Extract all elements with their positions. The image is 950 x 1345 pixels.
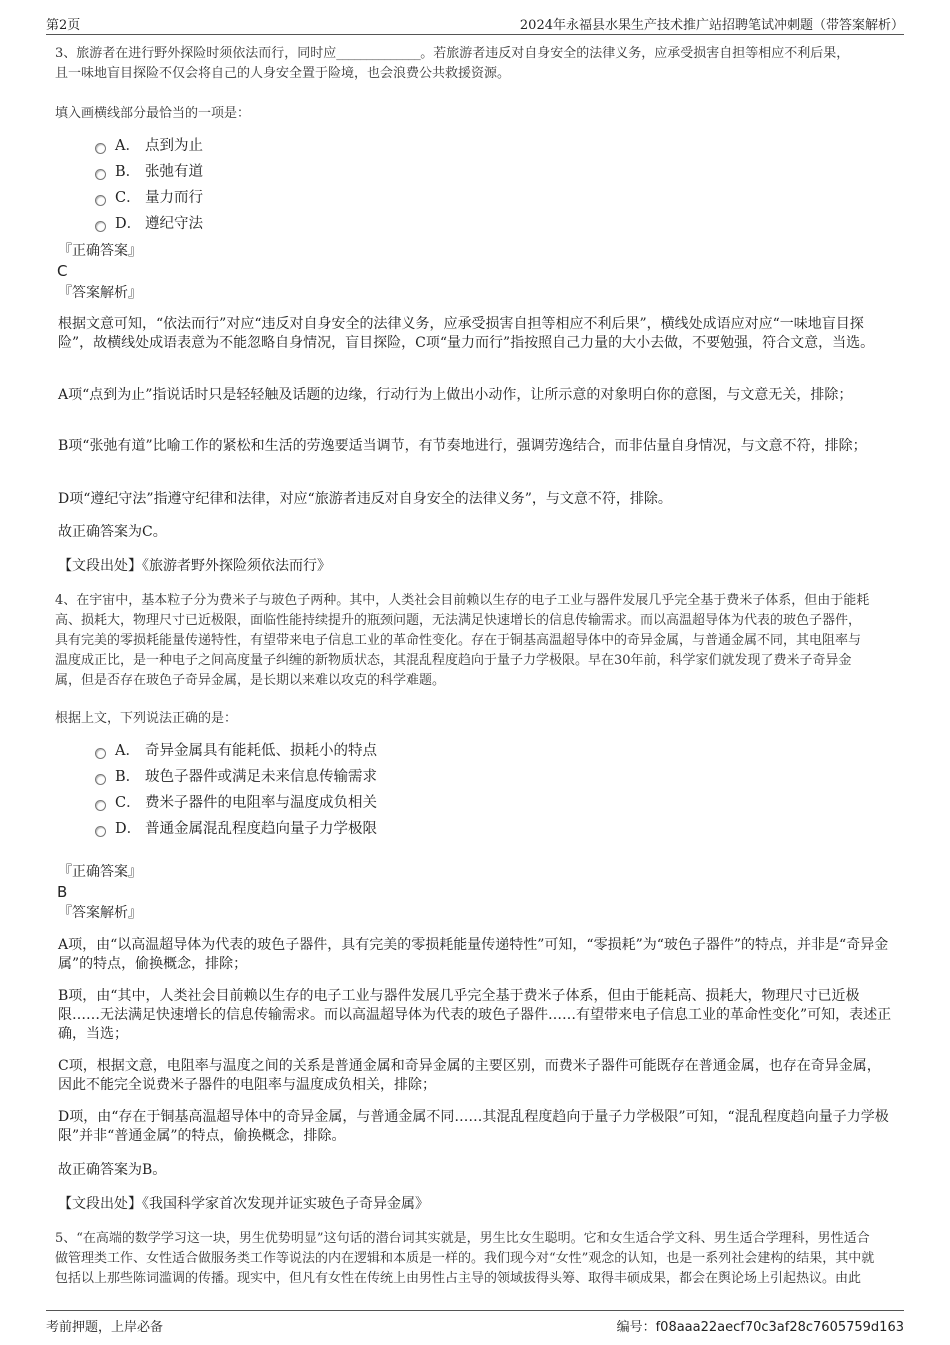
q5-stem-line: 5、“在高端的数学学习这一块，男生优势明显”这句话的潜台词其实就是，男生比女生聪明。它和女生适合学文科、男生适合学理科，男性适合 <box>55 1231 870 1246</box>
q3-analysis-p1: 根据文意可知，“依法而行”对应“违反对自身安全的法律义务，应承受损害自担等相应不利后果”，横线处成语应对应“一味地盲目探险”，故横线处成语表意为不能忽略自身情况，盲目探险，C项“量力而行”指按照自己力量的大小去做，不要勉强，符合文意，当选。 <box>58 316 875 351</box>
radio-icon[interactable] <box>95 221 106 232</box>
footer-slogan: 考前押题，上岸必备 <box>46 1320 164 1335</box>
q3-analysis-p5: 故正确答案为C。 <box>58 524 167 540</box>
option-letter: B． <box>115 164 141 180</box>
option-letter: B． <box>115 769 141 785</box>
option-letter: D． <box>115 821 142 837</box>
q3-source: 【文段出处】《旅游者野外探险须依法而行》 <box>58 558 331 574</box>
radio-icon[interactable] <box>95 748 106 759</box>
q4-stem-line: 具有完美的零损耗能量传递特性，有望带来电子信息工业的革命性变化。存在于铜基高温超导体中的奇异金属，与普通金属不同，其电阻率与 <box>55 633 862 648</box>
q4-stem <box>55 591 895 691</box>
q3-analysis-label: 『答案解析』 <box>58 285 142 301</box>
q4-option-b[interactable] <box>95 764 377 790</box>
page-header <box>46 10 904 35</box>
q4-source: 【文段出处】《我国科学家首次发现并证实玻色子奇异金属》 <box>58 1196 429 1212</box>
option-text: 奇异金属具有能耗低、损耗小的特点 <box>145 743 377 759</box>
page-footer <box>46 1310 904 1335</box>
q4-analysis-label: 『答案解析』 <box>58 905 142 921</box>
option-text: 普通金属混乱程度趋向量子力学极限 <box>145 821 377 837</box>
q4-answer: B <box>57 883 68 901</box>
radio-icon[interactable] <box>95 800 106 811</box>
q3-option-c[interactable] <box>95 185 203 211</box>
q4-option-c[interactable] <box>95 790 377 816</box>
q3-stem-line2: 且一味地盲目探险不仅会将自己的人身安全置于险境，也会浪费公共救援资源。 <box>55 66 511 81</box>
q3-analysis-p4: D项“遵纪守法”指遵守纪律和法律，对应“旅游者违反对自身安全的法律义务”，与文意不符，排除。 <box>58 491 672 507</box>
option-letter: A． <box>115 743 140 759</box>
option-text: 遵纪守法 <box>145 216 203 232</box>
q3-analysis-p2: A项“点到为止”指说话时只是轻轻触及话题的边缘，行动行为上做出小动作，让所示意的对象明白你的意图，与文意无关，排除； <box>58 387 853 403</box>
option-text: 量力而行 <box>145 190 203 206</box>
q3-prompt: 填入画横线部分最恰当的一项是： <box>55 106 251 121</box>
option-letter: D． <box>115 216 142 232</box>
q3-answer: C <box>57 262 68 280</box>
document-title: 2024年永福县水果生产技术推广站招聘笔试冲刺题（带答案解析） <box>519 18 904 33</box>
q4-answer-label: 『正确答案』 <box>58 864 142 880</box>
q4-prompt: 根据上文，下列说法正确的是： <box>55 711 238 726</box>
q3-stem-part1: 3、旅游者在进行野外探险时须依法而行，同时应 <box>55 46 337 61</box>
q5-stem <box>55 1229 895 1289</box>
option-letter: C． <box>115 190 141 206</box>
q4-stem-line: 属，但是否存在玻色子奇异金属，是长期以来难以攻克的科学难题。 <box>55 673 446 688</box>
q3-option-b[interactable] <box>95 159 203 185</box>
radio-icon[interactable] <box>95 195 106 206</box>
q4-analysis-p5: 故正确答案为B。 <box>58 1162 167 1178</box>
radio-icon[interactable] <box>95 774 106 785</box>
option-letter: C． <box>115 795 141 811</box>
q3-option-d[interactable] <box>95 211 203 237</box>
radio-icon[interactable] <box>95 143 106 154</box>
radio-icon[interactable] <box>95 169 106 180</box>
q4-stem-line: 4、在宇宙中，基本粒子分为费米子与玻色子两种。其中，人类社会目前赖以生存的电子工业与器件发展几乎完全基于费米子体系，但由于能耗 <box>55 593 870 608</box>
q4-option-a[interactable] <box>95 738 377 764</box>
option-text: 费米子器件的电阻率与温度成负相关 <box>145 795 377 811</box>
option-text: 张弛有道 <box>145 164 203 180</box>
q3-analysis-p3: B项“张弛有道”比喻工作的紧松和生活的劳逸要适当调节，有节奏地进行，强调劳逸结合，而非估量自身情况，与文意不符，排除； <box>58 438 867 454</box>
option-letter: A． <box>115 138 140 154</box>
option-text: 玻色子器件或满足未来信息传输需求 <box>145 769 377 785</box>
q5-stem-line: 包括以上那些陈词滥调的传播。现实中，但凡有女性在传统上由男性占主导的领域拔得头筹、取得丰硕成果，都会在舆论场上引起热议。由此 <box>55 1271 862 1286</box>
q3-option-a[interactable] <box>95 133 203 159</box>
document-id: 编号：f08aaa22aecf70c3af28c7605759d163 <box>616 1320 904 1335</box>
q4-analysis-p2: B项，由“其中，人类社会目前赖以生存的电子工业与器件发展几乎完全基于费米子体系，但由于能耗高、损耗大，物理尺寸已近极限……无法满足快速增长的信息传输需求。而以高温超导体为代表的玻色子器件……有望带来电子信息工业的革命性变化”可知，表述正确，当选； <box>58 988 892 1042</box>
q4-options <box>95 738 377 842</box>
q3-blank: ______________ <box>336 46 421 61</box>
q4-option-d[interactable] <box>95 816 377 842</box>
q3-options <box>95 133 203 237</box>
page-number: 第2页 <box>46 18 81 33</box>
q3-answer-label: 『正确答案』 <box>58 243 142 259</box>
radio-icon[interactable] <box>95 826 106 837</box>
q4-stem-line: 温度成正比，是一种电子之间高度量子纠缠的新物质状态，其混乱程度趋向于量子力学极限。早在30年前，科学家们就发现了费米子奇异金 <box>55 653 852 668</box>
q4-analysis-p1: A项，由“以高温超导体为代表的玻色子器件，具有完美的零损耗能量传递特性”可知，“零损耗”为“玻色子器件”的特点，并非是“奇异金属”的特点，偷换概念，排除； <box>58 937 889 972</box>
q5-stem-line: 做管理类工作、女性适合做服务类工作等说法的内在逻辑和本质是一样的。我们现今对“女性”观念的认知，也是一系列社会建构的结果，其中就 <box>55 1251 875 1266</box>
option-text: 点到为止 <box>145 138 203 154</box>
q3-stem-part2: 。若旅游者违反对自身安全的法律义务，应承受损害自担等相应不利后果， <box>420 46 850 61</box>
q4-stem-line: 高、损耗大，物理尺寸已近极限，面临性能持续提升的瓶颈问题，无法满足快速增长的信息传输需求。而以高温超导体为代表的玻色子器件， <box>55 613 862 628</box>
q4-analysis-p3: C项，根据文意，电阻率与温度之间的关系是普通金属和奇异金属的主要区别，而费米子器件可能既存在普通金属，也存在奇异金属，因此不能完全说费米子器件的电阻率与温度成负相关，排除； <box>58 1058 881 1093</box>
q3-stem <box>55 44 895 84</box>
q4-analysis-p4: D项，由“存在于铜基高温超导体中的奇异金属，与普通金属不同……其混乱程度趋向于量子力学极限”可知，“混乱程度趋向量子力学极限”并非“普通金属”的特点，偷换概念，排除。 <box>58 1109 889 1144</box>
